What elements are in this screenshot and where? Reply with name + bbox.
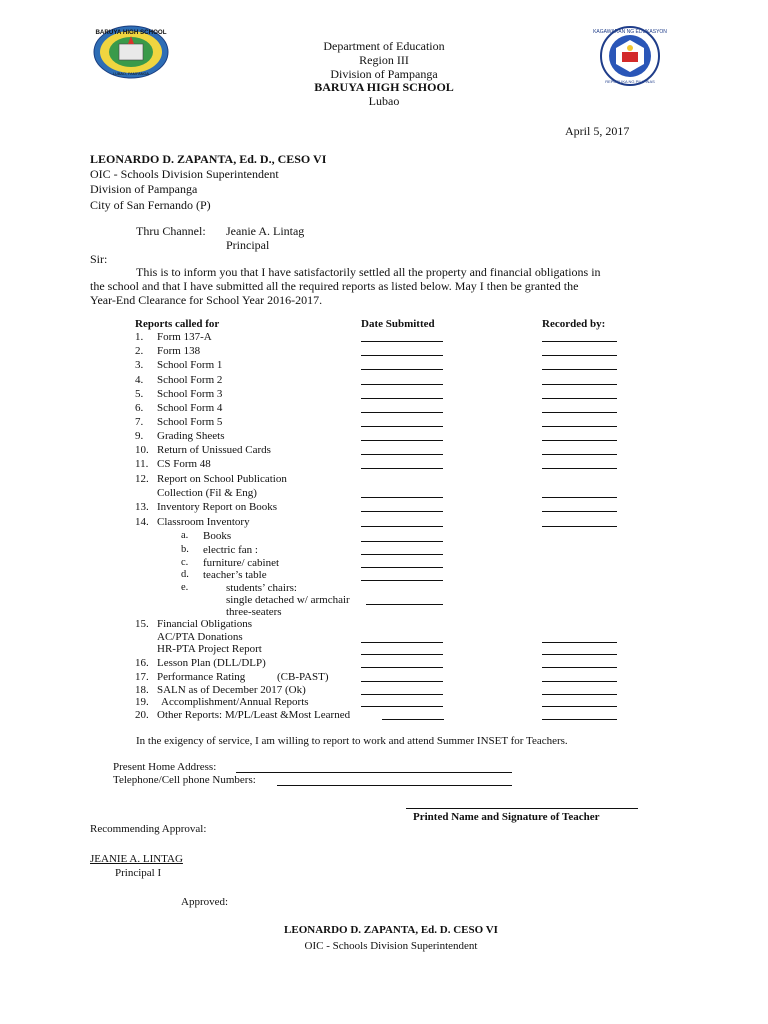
thru-title: Principal [226, 238, 270, 252]
item-label: Grading Sheets [157, 430, 225, 442]
item-number: 9. [135, 430, 144, 442]
superintendent-title: OIC - Schools Division Superintendent [304, 940, 478, 952]
item-number: 15. [135, 618, 149, 630]
item-label: Classroom Inventory [157, 516, 250, 528]
sub-item-letter: c. [181, 557, 189, 568]
recorded-line[interactable] [542, 426, 617, 427]
body-line-1: This is to inform you that I have satisfactorily settled all the property and financial obligations in [136, 265, 601, 279]
recorded-line[interactable] [542, 667, 617, 668]
seal-bottom-text: REPUBLIKA NG PILIPINAS [605, 79, 655, 84]
date-line[interactable] [361, 580, 443, 581]
home-address-field[interactable] [236, 772, 512, 773]
addressee-city: City of San Fernando (P) [90, 198, 211, 212]
item-number: 12. [135, 473, 149, 485]
sub-item-letter: e. [181, 582, 189, 593]
recorded-line[interactable] [542, 341, 617, 342]
superintendent-name: LEONARDO D. ZAPANTA, Ed. D. CESO VI [284, 924, 498, 936]
item-label: Other Reports: M/PL/Least &Most Learned [157, 709, 351, 721]
sub-item-label: electric fan : [203, 544, 258, 556]
item-label: Return of Unissued Cards [157, 444, 271, 456]
item-label: Form 138 [157, 345, 201, 357]
sub-item-letter: a. [181, 530, 189, 541]
header-school: BARUYA HIGH SCHOOL [314, 80, 454, 94]
recorded-line[interactable] [542, 511, 617, 512]
date-line[interactable] [361, 554, 443, 555]
recorded-line[interactable] [542, 526, 617, 527]
sub-item-letter: b. [181, 544, 189, 555]
letter-date: April 5, 2017 [565, 124, 630, 138]
recorded-line[interactable] [542, 454, 617, 455]
date-line[interactable] [366, 604, 443, 605]
header-division: Division of Pampanga [330, 67, 438, 81]
item-number: 6. [135, 402, 144, 414]
date-line[interactable] [361, 706, 443, 707]
recorded-line[interactable] [542, 642, 617, 643]
item-number: 4. [135, 374, 144, 386]
header-town: Lubao [368, 94, 400, 108]
exigency-statement: In the exigency of service, I am willing to report to work and attend Summer INSET for Teachers. [136, 735, 568, 747]
item-number: 16. [135, 657, 149, 669]
date-line[interactable] [361, 426, 443, 427]
item-label: Financial Obligations [157, 618, 253, 630]
seal-top-text: KAGAWARAN NG EDUKASYON [593, 29, 667, 35]
item-number: 2. [135, 345, 144, 357]
item-label: School Form 2 [157, 374, 223, 386]
salutation: Sir: [90, 252, 108, 266]
item-label: Form 137-A [157, 331, 212, 343]
header-reports: Reports called for [135, 318, 220, 330]
school-logo-bottom-text: LUBAO, PAMPANGA [113, 72, 149, 76]
date-line[interactable] [361, 667, 443, 668]
item-label: School Form 3 [157, 388, 223, 400]
item-label: Performance Rating [157, 671, 246, 683]
sub-item-label-chairs: single detached w/ armchair [226, 594, 350, 606]
school-logo [92, 24, 170, 85]
sub-item-label: students’ chairs: [226, 582, 297, 594]
body-line-3: Year-End Clearance for School Year 2016-2017. [90, 293, 323, 307]
item-number: 13. [135, 501, 149, 513]
date-line[interactable] [361, 526, 443, 527]
phone-label: Telephone/Cell phone Numbers: [113, 774, 256, 786]
sub-item-label: furniture/ cabinet [203, 557, 280, 569]
item-label-code: (CB-PAST) [277, 671, 329, 683]
item-number: 7. [135, 416, 144, 428]
approved-label: Approved: [181, 896, 229, 908]
addressee-name: LEONARDO D. ZAPANTA, Ed. D., CESO VI [90, 152, 327, 166]
deped-seal [593, 26, 667, 91]
sub-item-label: Books [203, 530, 232, 542]
item-number: 14. [135, 516, 149, 528]
item-number: 18. [135, 684, 149, 696]
date-line[interactable] [361, 454, 443, 455]
item-label-continued: Collection (Fil & Eng) [157, 487, 257, 499]
phone-field[interactable] [277, 785, 512, 786]
item-number: 3. [135, 359, 144, 371]
date-line[interactable] [361, 341, 443, 342]
body-line-2: the school and that I have submitted all the required reports as listed below. May I then be granted the [90, 279, 579, 293]
addressee-title: OIC - Schools Division Superintendent [90, 167, 279, 181]
header-dept: Department of Education [323, 39, 445, 53]
header-date-submitted: Date Submitted [361, 318, 435, 330]
principal-title: Principal I [115, 867, 162, 879]
recorded-line[interactable] [542, 706, 617, 707]
item-number: 10. [135, 444, 149, 456]
date-line[interactable] [361, 412, 443, 413]
recorded-line[interactable] [542, 681, 617, 682]
date-line[interactable] [361, 497, 443, 498]
item-label: SALN as of December 2017 (Ok) [157, 684, 306, 696]
recorded-line[interactable] [542, 440, 617, 441]
item-label: Inventory Report on Books [157, 501, 278, 513]
date-line[interactable] [361, 567, 443, 568]
date-line[interactable] [361, 369, 443, 370]
item-label: Lesson Plan (DLL/DLP) [157, 657, 266, 669]
item-label-project-report: HR-PTA Project Report [157, 643, 262, 655]
header-recorded-by: Recorded by: [542, 318, 606, 330]
recorded-line[interactable] [542, 654, 617, 655]
header-region: Region III [359, 53, 409, 67]
recorded-line[interactable] [542, 497, 617, 498]
recommending-approval: Recommending Approval: [90, 823, 207, 835]
item-label: Report on School Publication [157, 473, 287, 485]
recorded-line[interactable] [542, 384, 617, 385]
date-line[interactable] [361, 694, 443, 695]
date-line[interactable] [361, 654, 443, 655]
date-line[interactable] [361, 681, 443, 682]
thru-label: Thru Channel: [136, 224, 206, 238]
item-label: School Form 5 [157, 416, 223, 428]
school-logo-top-text: BARUYA HIGH SCHOOL [95, 29, 167, 36]
date-line[interactable] [361, 511, 443, 512]
date-line[interactable] [361, 468, 443, 469]
sub-item-letter: d. [181, 569, 189, 580]
recorded-line[interactable] [542, 468, 617, 469]
item-number: 5. [135, 388, 144, 400]
date-line[interactable] [361, 355, 443, 356]
item-label: CS Form 48 [157, 458, 211, 470]
date-line[interactable] [382, 719, 444, 720]
teacher-signature-line[interactable] [406, 808, 638, 809]
item-label: School Form 4 [157, 402, 223, 414]
recorded-line[interactable] [542, 398, 617, 399]
item-number: 11. [135, 458, 149, 470]
thru-name: Jeanie A. Lintag [226, 224, 305, 238]
date-line[interactable] [361, 398, 443, 399]
item-number: 19. [135, 696, 149, 708]
item-label: School Form 1 [157, 359, 223, 371]
item-label: Accomplishment/Annual Reports [161, 696, 309, 708]
addressee-division: Division of Pampanga [90, 182, 198, 196]
home-address-label: Present Home Address: [113, 761, 217, 773]
recorded-line[interactable] [542, 355, 617, 356]
principal-name: JEANIE A. LINTAG [90, 853, 183, 865]
item-number: 1. [135, 331, 144, 343]
recorded-line[interactable] [542, 719, 617, 720]
recorded-line[interactable] [542, 369, 617, 370]
date-line[interactable] [361, 384, 443, 385]
item-number: 17. [135, 671, 149, 683]
recorded-line[interactable] [542, 412, 617, 413]
teacher-signature-label: Printed Name and Signature of Teacher [413, 811, 600, 823]
date-line[interactable] [361, 642, 443, 643]
item-label-donations: AC/PTA Donations [157, 631, 243, 643]
date-line[interactable] [361, 440, 443, 441]
date-line[interactable] [361, 541, 443, 542]
recorded-line[interactable] [542, 694, 617, 695]
sub-item-label-three-seaters: three-seaters [226, 606, 282, 618]
sub-item-label: teacher’s table [203, 569, 267, 581]
item-number: 20. [135, 709, 149, 721]
